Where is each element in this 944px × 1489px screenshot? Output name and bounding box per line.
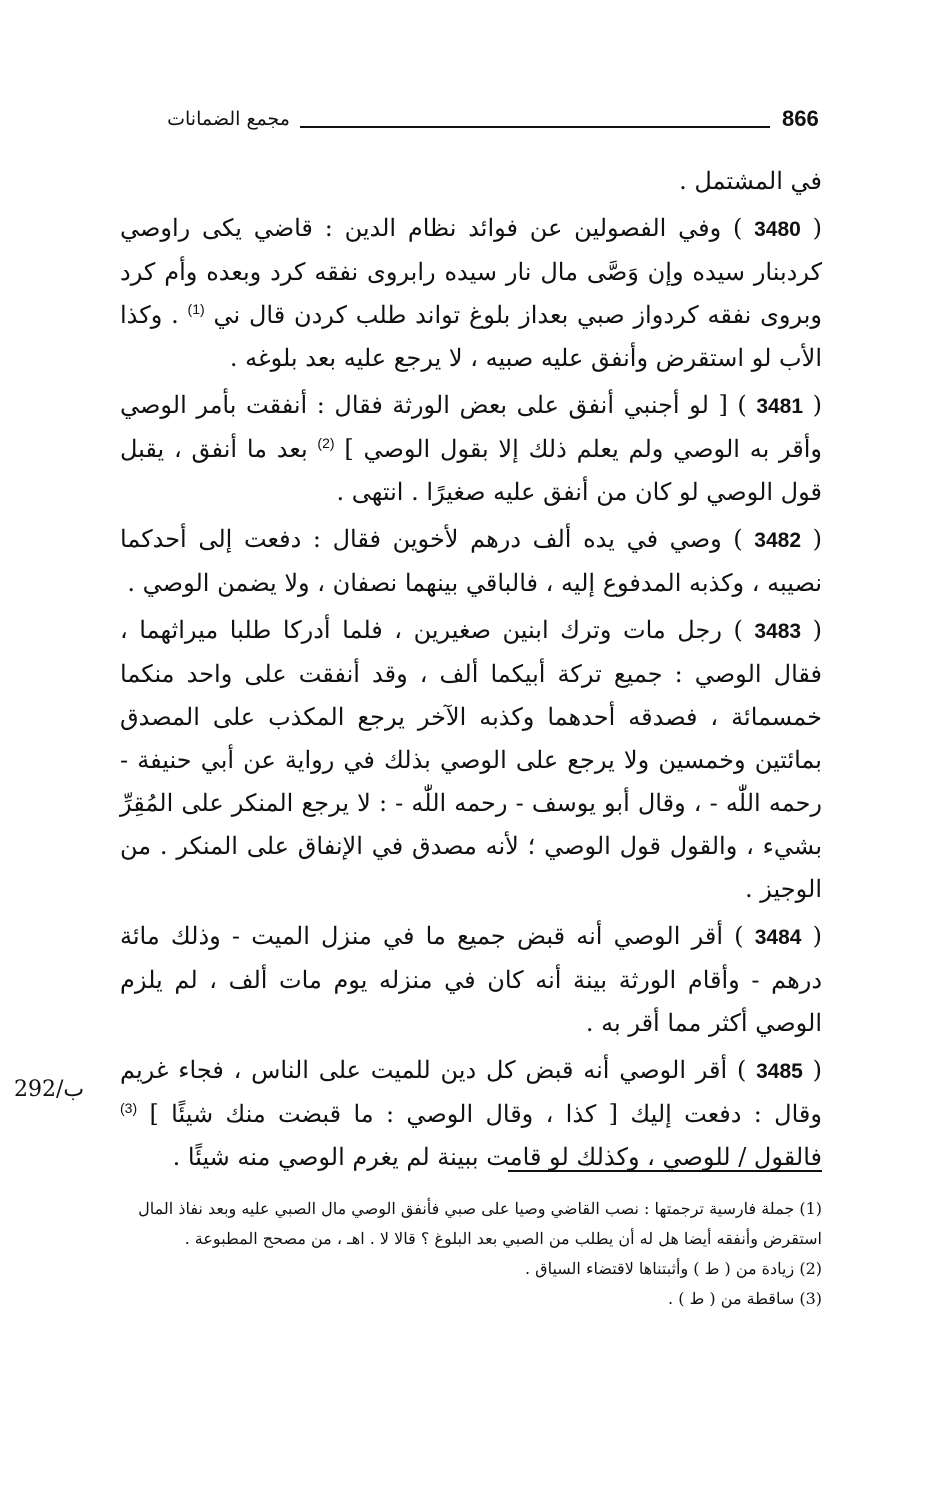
- entry-number: 3481: [756, 395, 804, 418]
- main-text: [120, 160, 822, 1183]
- book-title: مجمع الضمانات: [167, 108, 290, 130]
- paragraph-3482: [120, 518, 822, 605]
- paren-open: (: [803, 391, 822, 419]
- header-rule: [300, 126, 770, 128]
- entry-number: 3483: [754, 620, 802, 643]
- entry-text: ) وصي في يده ألف درهم لأخوين فقال : دفعت إلى أحدكما نصيبه ، وكذبه المدفوع إليه ، فالباقي بينهما نصفان ، ولا يضمن الوصي .: [120, 525, 822, 597]
- entry-number: 3484: [754, 926, 802, 949]
- running-header: [80, 106, 822, 140]
- footnote-1: (1) جملة فارسية ترجمتها : نصب القاضي وصيا على صبي فأنفق الوصي مال الصبي عليه وبعد نفاذ المال استقرض وأنفقه أيضا هل له أن يطلب من الصبي بعد البلوغ ؟ قالا لا . اهـ ، من مصحح المطبوعة .: [138, 1199, 822, 1248]
- paren-open: (: [801, 922, 823, 950]
- footnote-ref: (3): [120, 1100, 138, 1116]
- paren-open: (: [801, 525, 822, 553]
- footnote-ref: (2): [317, 435, 335, 451]
- paren-open: (: [802, 1056, 822, 1084]
- footnote-ref: (1): [187, 301, 205, 317]
- intro-line: في المشتمل .: [679, 167, 822, 195]
- entry-number: 3485: [756, 1060, 803, 1083]
- page-number: 866: [782, 106, 819, 131]
- entry-text: . وكذا الأب لو استقرض وأنفق عليه صبيه ، لا يرجع عليه بعد بلوغه .: [120, 301, 822, 372]
- paragraph-3484: [120, 915, 822, 1045]
- footnote-3: (3) ساقطة من ( ط ) .: [668, 1289, 822, 1308]
- paren-open: (: [801, 616, 822, 644]
- entry-text: ) أقر الوصي أنه قبض كل دين للميت على الناس ، فجاء غريم وقال : دفعت إليك [ كذا ، وقال الوصي : ما قبضت منك شيئًا ]: [120, 1056, 822, 1128]
- folio-margin-note: 292/ب: [14, 1077, 85, 1102]
- paragraph-3481: [120, 384, 822, 514]
- entry-text: ) [ لو أجنبي أنفق على بعض الورثة فقال : أنفقت بأمر الوصي وأقر به الوصي ولم يعلم ذلك إلا بقول الوصي ]: [120, 391, 823, 463]
- footnote-2: (2) زيادة من ( ط ) وأثبتناها لاقتضاء السياق .: [524, 1259, 822, 1278]
- paragraph-3483: [120, 609, 822, 911]
- footnote-rule: [508, 1170, 822, 1172]
- entry-text: ) رجل مات وترك ابنين صغيرين ، فلما أدركا طلبا ميراثهما ، فقال الوصي : جميع تركة أبيكما ألف ، وقد أنفقت على واحد منكما خمسمائة ، فصدقه أحدهما وكذبه الآخر يرجع المكذب على المصدق بمائتين وخمسين ولا يرجع على الوصي بذلك في رواية عن أبي حنيفة - رحمه اللّٰه - ، وقال أبو يوسف - رحمه اللّٰه - : لا يرجع المنكر على المُقِرِّ بشيء ، والقول قول الوصي ؛ لأنه مصدق في الإنفاق على المنكر . من الوجيز .: [120, 616, 822, 903]
- footnotes: [120, 1194, 822, 1314]
- entry-text: فالقول / للوصي ، وكذلك لو قامت ببينة لم يغرم الوصي منه شيئًا .: [172, 1143, 822, 1171]
- entry-text: ) أقر الوصي أنه قبض جميع ما في منزل الميت - وذلك مائة درهم - وأقام الورثة بينة أنه كان في منزله يوم مات ألف ، لم يلزم الوصي أكثر مما أقر به .: [120, 922, 822, 1037]
- paragraph-3485: [120, 1049, 822, 1179]
- entry-number: 3482: [754, 529, 801, 552]
- paren-open: (: [800, 214, 822, 242]
- paragraph-3480: [120, 207, 822, 380]
- entry-number: 3480: [754, 218, 801, 241]
- entry-text: ) وفي الفصولين عن فوائد نظام الدين : قاضي يكى راوصي كردبنار سيده وإن وَصَّى مال نار سيده رابروى نفقه كرد وبعده وأم كرد وبروى نفقه كردواز صبي بعداز بلوغ تواند طلب كردن قال ني: [120, 214, 822, 329]
- entry-text: بعد ما أنفق ، يقبل قول الوصي لو كان من أنفق عليه صغيرًا . انتهى .: [120, 435, 822, 506]
